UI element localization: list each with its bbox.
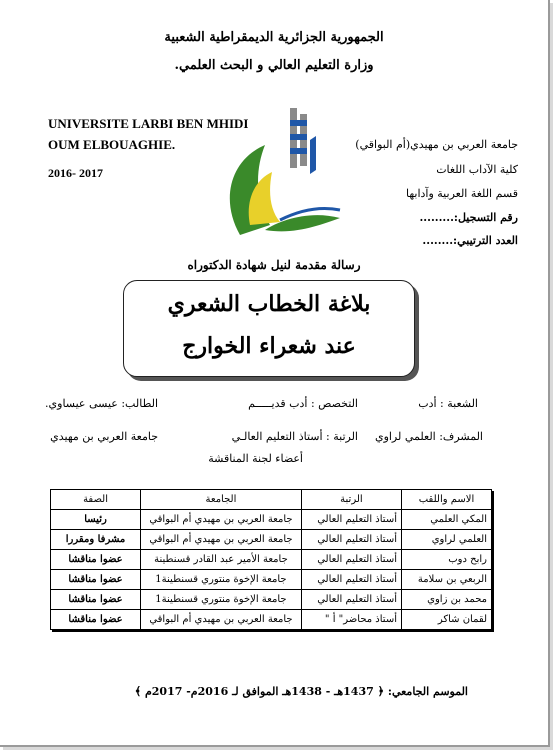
member-university: جامعة الإخوة منتوري قسنطينة1	[141, 570, 302, 590]
member-role: رئيسا	[51, 510, 141, 530]
member-role: عضوا مناقشا	[51, 550, 141, 570]
table-row	[51, 610, 492, 630]
member-role: عضوا مناقشا	[51, 570, 141, 590]
member-name: رابح دوب	[401, 550, 491, 570]
university-emblem-icon	[210, 100, 350, 250]
serial-number: العدد الترتيبي:........	[422, 234, 518, 247]
member-name: المكي العلمي	[401, 510, 491, 530]
member-rank: أستاذ التعليم العالي	[301, 510, 401, 530]
member-rank: أستاذ التعليم العالي	[301, 590, 401, 610]
header-university: الجامعة	[141, 490, 302, 510]
member-rank: أستاذ التعليم العالي	[301, 570, 401, 590]
registration-number: رقم التسجيل:.........	[419, 211, 518, 224]
table-row	[51, 550, 492, 570]
faculty-name: كلية الآداب اللغات	[436, 163, 518, 176]
department-name: قسم اللغة العربية وآدابها	[405, 187, 518, 200]
rank-field: الرتبة : أستاذ التعليم العالـي	[231, 430, 358, 443]
header-rank: الرتبة	[301, 490, 401, 510]
member-name: الربعي بن سلامة	[401, 570, 491, 590]
title-line-1: بلاغة الخطاب الشعري	[167, 291, 371, 317]
table-row	[51, 530, 492, 550]
committee-table	[50, 489, 492, 630]
member-role: مشرفا ومقررا	[51, 530, 141, 550]
committee-header-row	[51, 490, 492, 510]
supervisor-field: المشرف: العلمي لراوي	[374, 430, 483, 443]
logo-stripe	[290, 120, 307, 126]
logo-stripe	[290, 134, 307, 140]
supervisor-university-field: جامعة العربي بن مهيدي	[50, 430, 158, 443]
header-role: الصفة	[51, 490, 141, 510]
university-name-fr-line2: OUM ELBOUAGHIE.	[48, 137, 176, 152]
logo-stripe	[290, 148, 307, 154]
republic-heading: الجمهورية الجزائرية الديمقراطية الشعبية	[164, 30, 384, 45]
university-name-fr-line1: UNIVERSITE LARBI BEN MHIDI	[48, 116, 249, 131]
specialty-field: التخصص : أدب قديـــــم	[248, 397, 358, 410]
committee-label: أعضاء لجنة المناقشة	[208, 452, 303, 465]
member-name: العلمي لراوي	[401, 530, 491, 550]
member-university: جامعة العربي بن مهيدي أم البواقي	[141, 610, 302, 630]
member-university: جامعة الأمير عبد القادر قسنطينة	[141, 550, 302, 570]
member-rank: أستاذ التعليم العالي	[301, 530, 401, 550]
member-name: محمد بن زاوي	[401, 590, 491, 610]
member-university: جامعة العربي بن مهيدي أم البواقي	[141, 510, 302, 530]
member-university: جامعة العربي بن مهيدي أم البواقي	[141, 530, 302, 550]
academic-season: الموسم الجامعي: ﴿ 1437هـ - 1438هـ الموافق لـ 2016م- 2017م ﴾	[134, 685, 468, 698]
member-name: لقمان شاكر	[401, 610, 491, 630]
logo-wing	[310, 136, 316, 174]
member-role: عضوا مناقشا	[51, 610, 141, 630]
table-row	[51, 510, 492, 530]
member-role: عضوا مناقشا	[51, 590, 141, 610]
member-rank: أستاذ محاضر" أ "	[301, 610, 401, 630]
member-university: جامعة الإخوة منتوري قسنطينة1	[141, 590, 302, 610]
table-row	[51, 570, 492, 590]
thesis-label: رسالة مقدمة لنيل شهادة الدكتوراه	[187, 258, 361, 272]
member-rank: أستاذ التعليم العالي	[301, 550, 401, 570]
ministry-heading: وزارة التعليم العالي و البحث العلمي.	[174, 58, 374, 73]
university-name-ar: جامعة العربي بن مهيدي(أم البواقي)	[355, 138, 518, 151]
student-field: الطالب: عيسى عيساوي.	[45, 397, 158, 410]
branch-field: الشعبة : أدب	[418, 397, 478, 410]
academic-year: 2016- 2017	[48, 166, 103, 180]
title-line-2: عند شعراء الخوارج	[182, 333, 356, 359]
header-name: الاسم واللقب	[401, 490, 491, 510]
table-row	[51, 590, 492, 610]
title-box	[123, 280, 415, 377]
